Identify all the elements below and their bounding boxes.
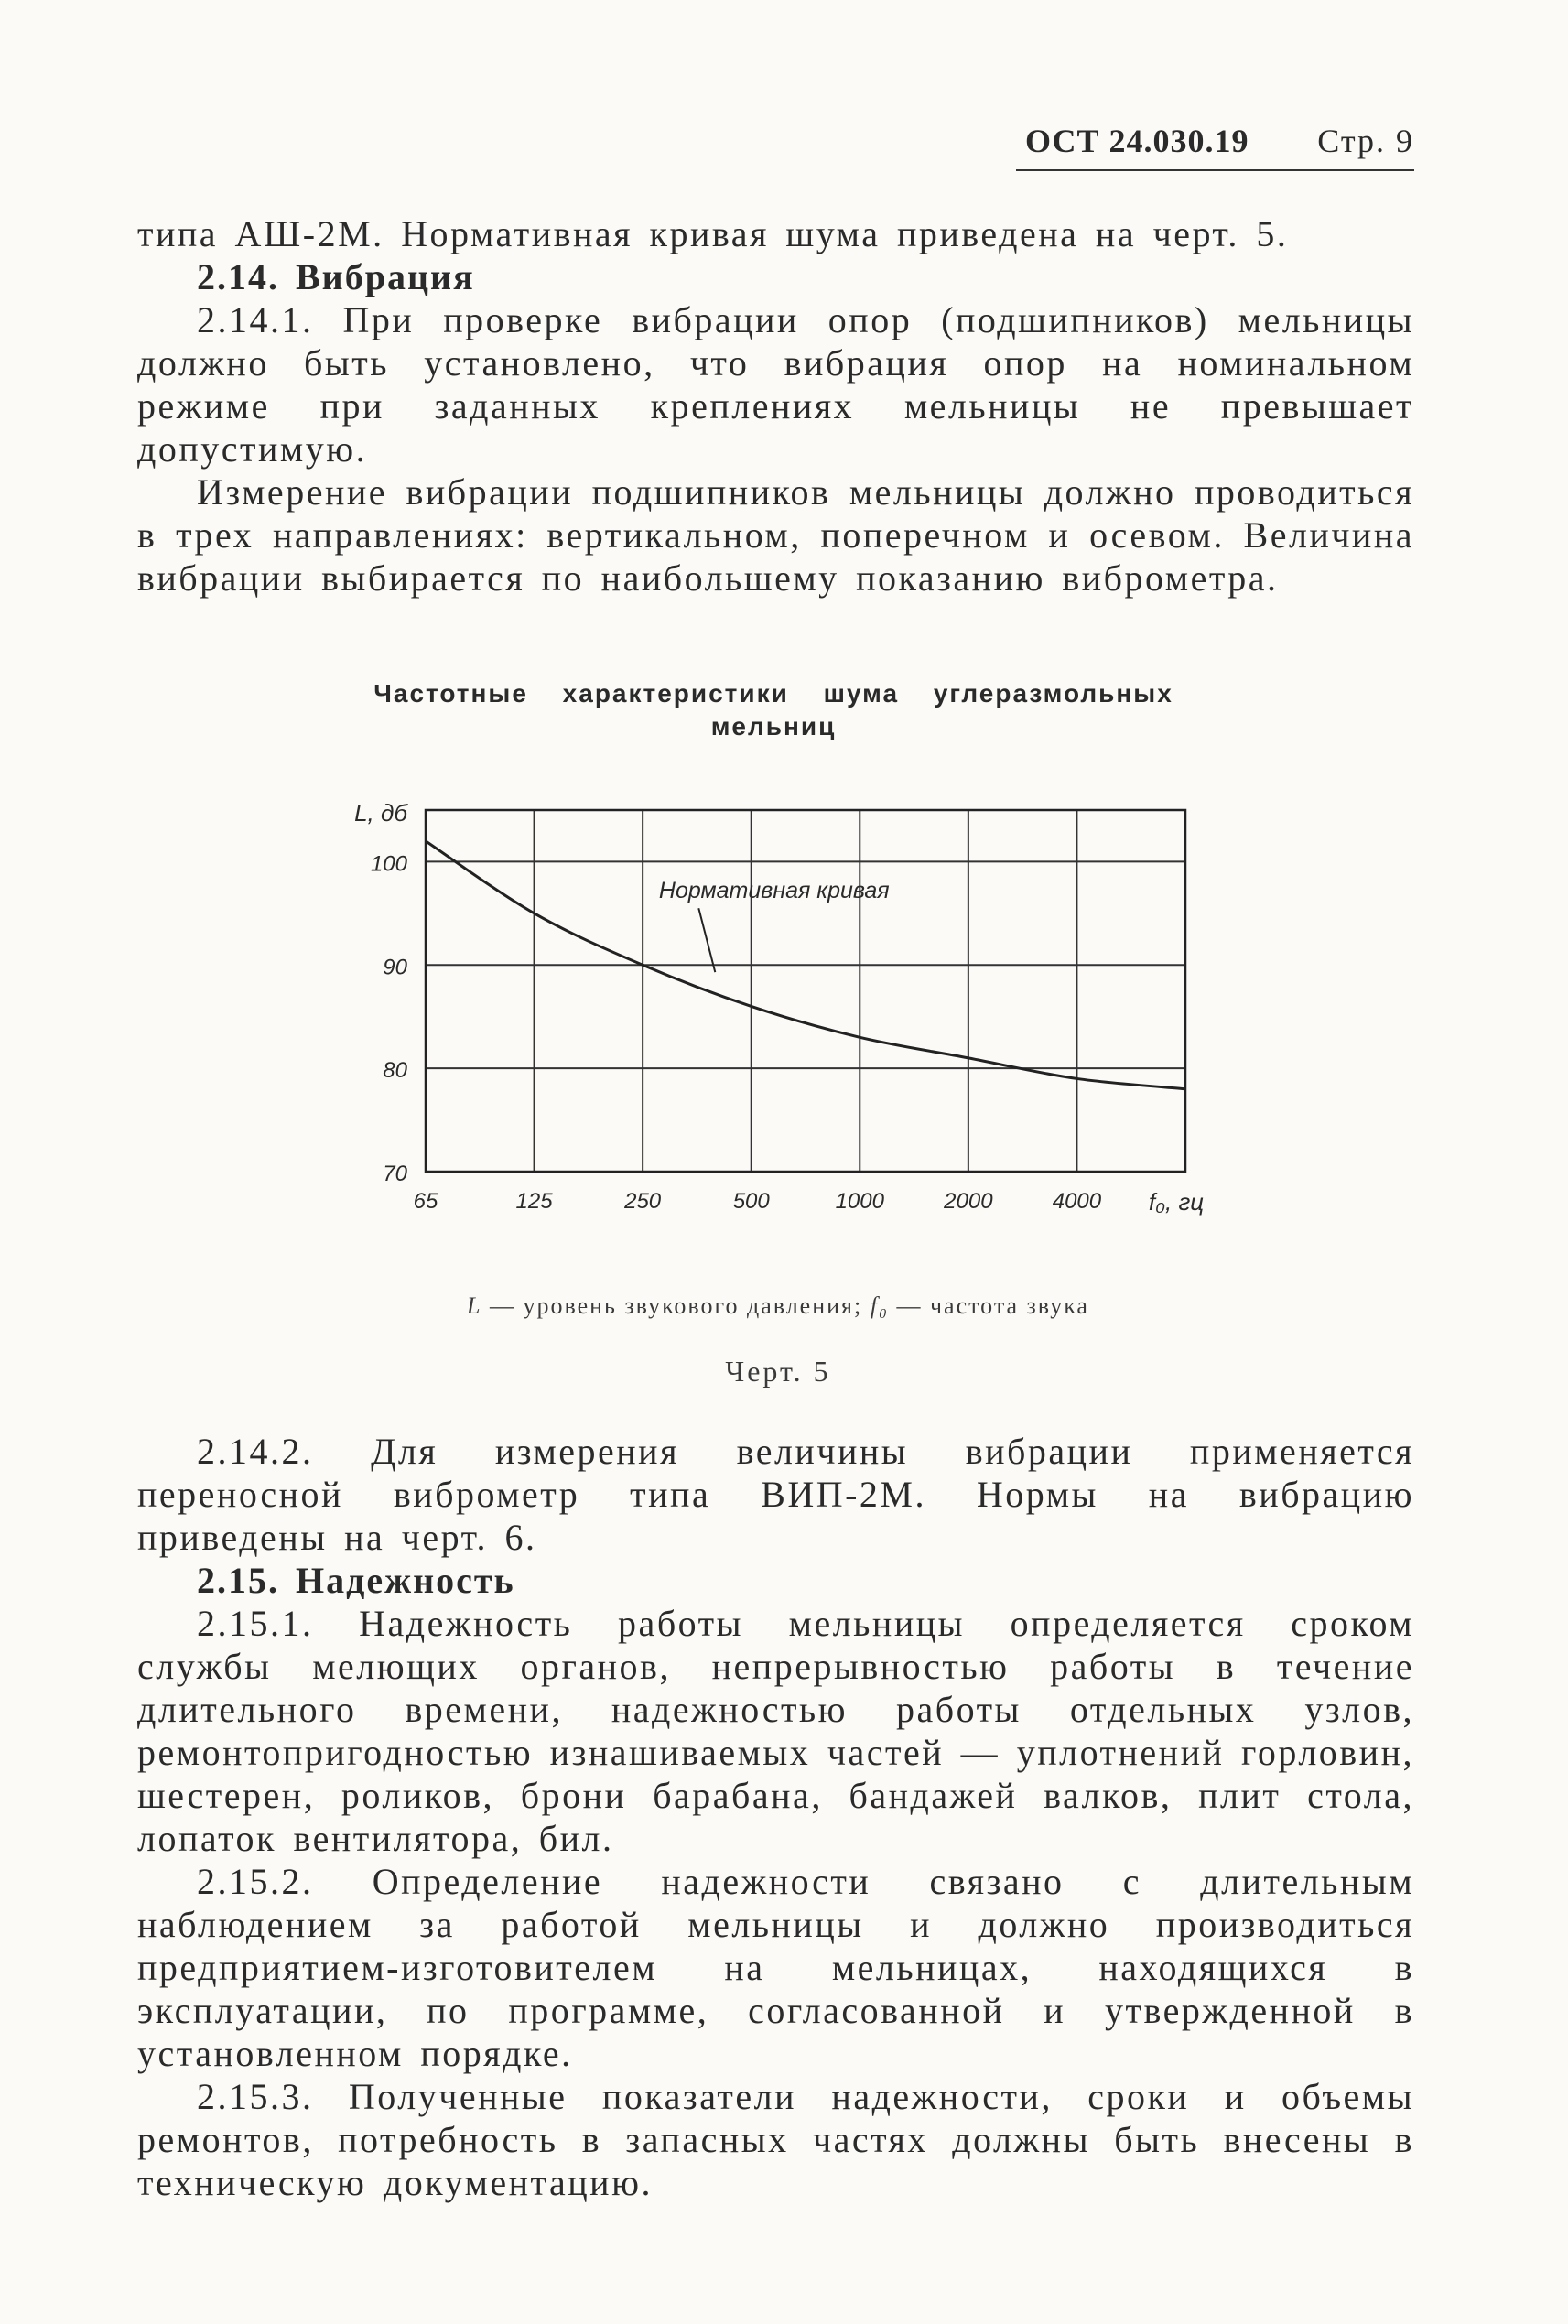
noise-chart [330, 778, 1227, 1277]
chart-title-line2: мельниц [710, 712, 837, 740]
paragraph-2-14-2: 2.14.2. Для измерения величины вибрации применяется переносной виброметр типа ВИП-2М. Нормы на вибрацию приведены на черт. 6. [137, 1431, 1414, 1558]
curve-annotation: Нормативная кривая [658, 877, 890, 903]
noise-chart-svg [330, 778, 1227, 1272]
x-tick-label: 65 [413, 1189, 438, 1214]
paragraph-2-15-3: 2.15.3. Полученные показатели надежности, сроки и объемы ремонтов, потребность в запасных частях должны быть внесены в техническую документацию. [137, 2076, 1414, 2203]
section-heading-reliability: 2.15. Надежность [197, 1560, 515, 1601]
y-axis-label: L, дб [354, 799, 407, 827]
legend-symbol-L: L [467, 1292, 482, 1319]
bottom-text-block [137, 1430, 1414, 2204]
x-axis-label: f₀, гц [1148, 1188, 1205, 1216]
x-tick-label: 1000 [835, 1189, 884, 1214]
x-tick-label: 2000 [944, 1189, 993, 1214]
paragraph-2-15-1: 2.15.1. Надежность работы мельницы определяется сроком службы мелющих органов, непрерывностью работы в течение длительного времени, надежностью работы отдельных узлов, ремонтопригодностью изнашиваемых частей — уплотнений горловин, шестерен, роликов, брони барабана, бандажей валков, плит стола, лопаток вентилятора, бил. [137, 1603, 1414, 1859]
legend-text-f: — частота звука [888, 1292, 1089, 1319]
standard-number: ОСТ 24.030.19 [1025, 123, 1249, 159]
continuation-line: типа АШ-2М. Нормативная кривая шума приведена на черт. 5. [137, 213, 1289, 254]
legend-symbol-f: f₀ [870, 1292, 889, 1319]
y-tick-label: 100 [370, 851, 407, 877]
figure-legend-note [275, 1292, 1281, 1320]
section-heading-vibration: 2.14. Вибрация [197, 256, 475, 297]
y-tick-label: 70 [383, 1162, 407, 1186]
top-text-block [137, 212, 1414, 600]
paragraph-2-14-1: 2.14.1. При проверке вибрации опор (подшипников) мельницы должно быть установлено, что вибрация опор на номинальном режиме при заданных креплениях мельницы не превышает допустимую. [137, 299, 1414, 470]
paragraph-measurement: Измерение вибрации подшипников мельницы должно проводиться в трех направлениях: вертикальном, поперечном и осевом. Величина вибрации выбирается по наибольшему показанию виброметра. [137, 471, 1414, 599]
chart-frame [426, 810, 1185, 1172]
y-tick-label: 80 [383, 1058, 407, 1084]
figure-label: Черт. 5 [725, 1355, 831, 1388]
chart-title-line1: Частотные характеристики шума углеразмольных [373, 679, 1173, 708]
x-tick-label: 500 [732, 1189, 770, 1214]
x-tick-label: 250 [624, 1189, 662, 1214]
legend-text-L: — уровень звукового давления; [481, 1292, 871, 1319]
page-number: Стр. 9 [1317, 123, 1414, 159]
y-tick-label: 90 [383, 955, 407, 980]
chart-title [302, 677, 1245, 743]
paragraph-2-15-2: 2.15.2. Определение надежности связано с длительным наблюдением за работой мельницы и должно производиться предприятием-изготовителем на мельницах, находящихся в эксплуатации, по программе, согласованной и утвержденной в установленном порядке. [137, 1861, 1414, 2074]
x-tick-label: 125 [515, 1189, 553, 1214]
page-header [1016, 114, 1414, 171]
x-tick-label: 4000 [1052, 1189, 1102, 1214]
annotation-leader-line [698, 908, 715, 972]
